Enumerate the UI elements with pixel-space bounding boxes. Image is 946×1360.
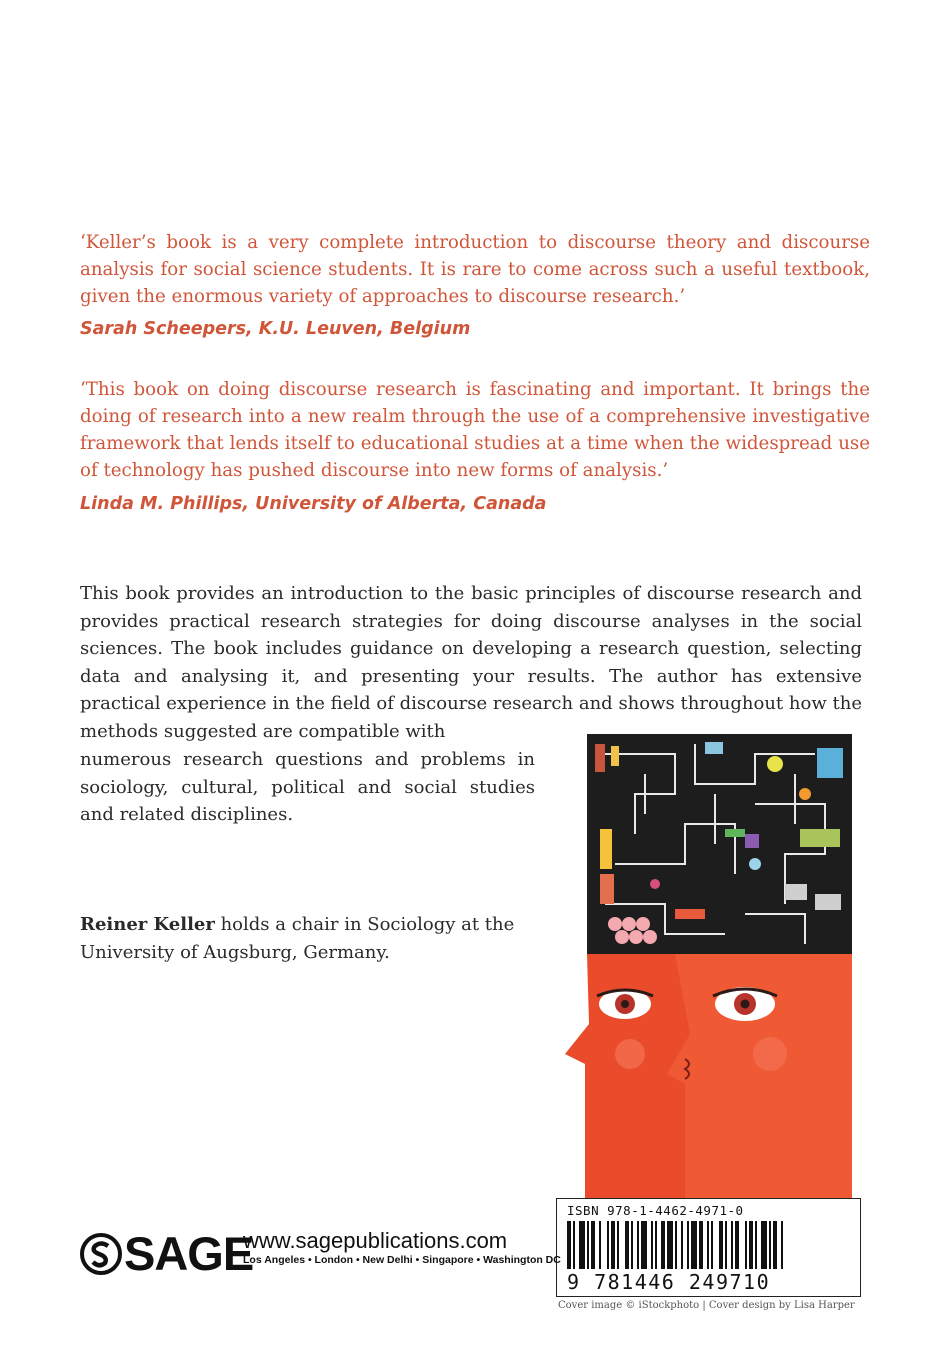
cover-credits: Cover image © iStockphoto | Cover design by Lisa Harper (558, 1300, 855, 1311)
publisher-url[interactable]: www.sagepublications.com (243, 1228, 508, 1253)
maze-graphic (587, 734, 852, 954)
isbn-label: ISBN 978-1-4462-4971-0 (567, 1203, 744, 1218)
book-description-continued: numerous research questions and problems in sociology, cultural, political and social studies and related disciplines. (80, 749, 535, 826)
cover-illustration (555, 734, 865, 1204)
barcode-bars (567, 1221, 852, 1269)
author-bio-text: holds a chair in Sociology at the University of Augsburg, Germany. (80, 914, 515, 963)
author-bio (80, 911, 530, 966)
review-attribution-1: Sarah Scheepers, K.U. Leuven, Belgium (80, 319, 471, 339)
sage-logo-text: SAGE (124, 1227, 254, 1280)
review-quote-2: ‘This book on doing discourse research is fascinating and important. It brings the doing of research into a new realm through the use of a comprehensive investigative framework that lends itself to educational studies at a time when the widespread use of technology has pushed discourse into new forms of analysis.’ (80, 379, 870, 481)
review-quote-1: ‘Keller’s book is a very complete introduction to discourse theory and discourse analysis for social science students. It is rare to come across such a useful textbook, given the enormous variety of approaches to discourse research.’ (80, 232, 870, 307)
sage-logo (80, 1226, 253, 1281)
author-name: Reiner Keller (80, 914, 215, 935)
barcode-digits: 9 781446 249710 (567, 1270, 771, 1294)
book-description: This book provides an introduction to the basic principles of discourse research and provides practical research strategies for doing discourse analyses in the social sciences. The book includes guidance on developing a research question, selecting data and analysing it, and presenting your results. The author has extensive practical experience in the field of discourse research and shows throughout how the methods suggested are compatible with (80, 583, 862, 742)
publisher-cities: Los Angeles • London • New Delhi • Singapore • Washington DC (243, 1254, 561, 1266)
barcode (556, 1198, 861, 1297)
head-graphic (565, 954, 852, 1204)
review-attribution-2: Linda M. Phillips, University of Alberta, Canada (80, 494, 547, 514)
sage-emblem-icon (80, 1233, 122, 1275)
